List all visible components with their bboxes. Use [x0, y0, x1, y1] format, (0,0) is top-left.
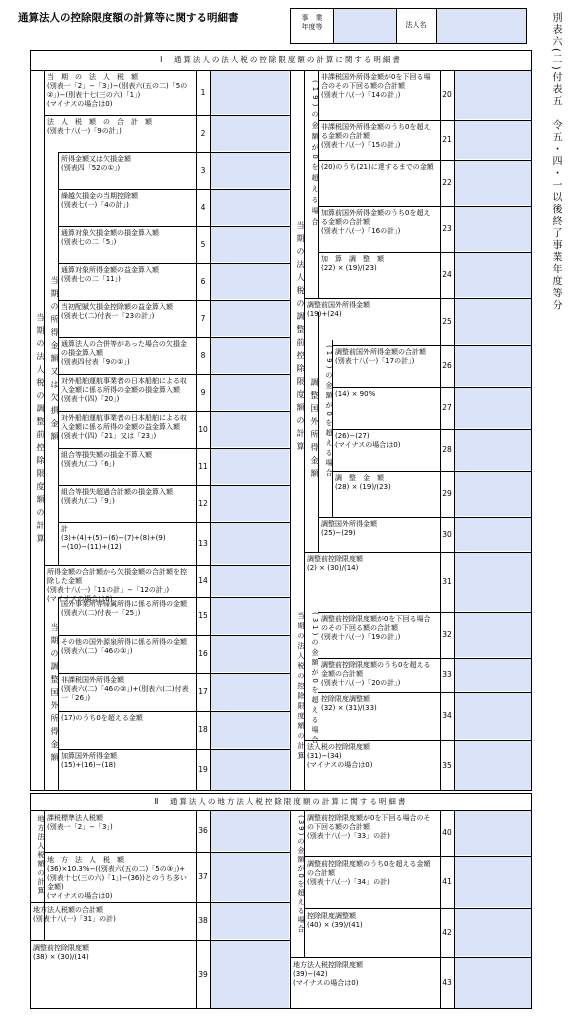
- row-number: 21: [442, 135, 452, 144]
- row-divider: [332, 345, 454, 346]
- row-number: 13: [198, 538, 208, 548]
- amount-field-8[interactable]: [211, 338, 289, 373]
- row-divider: [58, 485, 210, 486]
- row-number: 14: [198, 576, 208, 585]
- row-label: (14) × 90%: [335, 390, 376, 398]
- row-divider: [304, 908, 454, 909]
- amount-field-2[interactable]: [211, 116, 289, 151]
- row-number: 9: [200, 387, 206, 397]
- row-number: 1: [200, 87, 206, 97]
- row-divider: [58, 673, 210, 674]
- row-number: 8: [200, 350, 206, 360]
- right-group-sub2: 調整国外所得金額: [310, 378, 319, 482]
- row-label: 法 人 税 額 の 合 計 額 (別表十八(一)「9の計」): [47, 118, 152, 135]
- row-number: 20: [442, 90, 452, 99]
- row-number: 32: [442, 630, 452, 639]
- row-divider: [318, 160, 454, 161]
- right-group-sub3: (19)の金額が0を超える場合: [325, 345, 333, 479]
- row-label: 所得金額又は欠損金額 (別表四「52の①」): [61, 155, 131, 172]
- row-number: 26: [442, 361, 452, 370]
- row-label: 加 算 調 整 額 (22) × (19)/(23): [321, 255, 384, 272]
- row-divider: [58, 374, 210, 375]
- row-number: 3: [200, 165, 206, 175]
- row-label: 通算法人の合併等があった場合の欠損金の損金算入額 (別表四付表「9の①」): [61, 340, 187, 366]
- row-label: (17)のうち0を超える金額: [61, 714, 143, 722]
- row-label: 控除限度調整額 (40) × (39)/(41): [307, 912, 363, 929]
- row-divider: [58, 300, 210, 301]
- amount-field-32[interactable]: [455, 613, 531, 657]
- amount-field-9[interactable]: [211, 375, 289, 410]
- row-number: 36: [198, 826, 208, 835]
- amount-field-29[interactable]: [455, 472, 531, 516]
- row-label: 対外船舶運航事業者の日本船舶による収入金額に係る所得の金額の益金算入額 (別表十(四)「21」又は「23」): [61, 414, 187, 440]
- row-divider: [304, 856, 454, 857]
- side-label: 別表六(二)付表五 令五・四・一以後終了事業年度等分: [550, 12, 561, 312]
- row-label: その他の国外源泉所得に係る所得の金額 (別表六(二)「46の①」): [61, 638, 187, 655]
- row-number: 29: [442, 489, 452, 498]
- row-label: 調整前控除限度額のうち0を超える金額の合計額 (別表十八(一)「20の計」): [321, 661, 431, 687]
- corp-name-field[interactable]: [437, 9, 526, 43]
- amount-field-24[interactable]: [455, 253, 531, 297]
- amount-field-1[interactable]: [211, 71, 289, 114]
- amount-field-10[interactable]: [211, 412, 289, 447]
- row-divider: [332, 429, 454, 430]
- amount-field-13[interactable]: [211, 523, 289, 564]
- corp-label: 法人名: [405, 21, 427, 29]
- row-divider: [318, 120, 454, 121]
- amount-field-4[interactable]: [211, 190, 289, 225]
- row-number: 18: [198, 725, 208, 734]
- row-label: 所得金額の合計額から欠損金額の合計額を控除した金額 (別表十八(一)「11の計」−「12の計」) (マイナスの場合は0): [47, 568, 187, 603]
- row-label: 法人税の控除限度額 (31)−(34) (マイナスの場合は0): [307, 743, 373, 769]
- amount-field-43[interactable]: [455, 958, 531, 1008]
- row-number: 22: [442, 178, 452, 187]
- row-number: 39: [198, 969, 208, 979]
- row-label: 非課税国外所得金額 (別表六(二)「46の②」)+(別表六(二)付表一「26」): [61, 676, 189, 702]
- year-field[interactable]: [334, 9, 396, 43]
- row-label: 加算前国外所得金額のうち0を超える金額の合計額 (別表十八(一)「16の計」): [321, 209, 431, 235]
- amount-field-3[interactable]: [211, 153, 289, 188]
- row-label: (20)のうち(21)に達するまでの金額: [321, 163, 434, 171]
- row-number: 40: [442, 828, 452, 837]
- row-number: 5: [200, 239, 206, 249]
- row-label: 地 方 法 人 税 額 (36)×10.3%−((別表六(五の二)「5の③」)+(別表十七(三の六)「1」)−(36))とのうち多い金額) (マイナスの場合は0): [47, 856, 187, 900]
- row-label: 調整前控除限度額のうち0を超える金額の合計額 (別表十八(一)「34」の計): [307, 860, 431, 886]
- amount-field-39[interactable]: [211, 941, 289, 1008]
- row-number: 6: [200, 276, 206, 286]
- row-label: 組合等損失超過合計額の損金算入額 (別表九(二)「9」): [61, 488, 173, 505]
- row-label: 調整前控除限度額 (2) × (30)/(14): [307, 555, 363, 572]
- row-label: 繰越欠損金の当期控除額 (別表七(一)「4の計」): [61, 192, 138, 209]
- row-number: 28: [442, 445, 452, 454]
- row-label: 地方法人税額の合計額 (別表十八(一)「31」の計): [33, 906, 116, 923]
- amount-field-14[interactable]: [211, 566, 289, 596]
- row-number: 42: [442, 927, 452, 937]
- section2-right-group: (39)の金額が0を超える場合: [297, 815, 305, 934]
- row-number: 41: [442, 877, 452, 886]
- row-label: 当初配賦欠損金控除額の益金算入額 (別表七(二)付表一「23の計」): [61, 303, 173, 320]
- row-divider: [304, 552, 454, 553]
- row-divider: [58, 337, 210, 338]
- row-label: 課税標準法人税額 (別表一「2」−「3」): [47, 814, 113, 831]
- row-divider: [58, 522, 210, 523]
- row-number: 12: [198, 498, 208, 508]
- row-number: 23: [442, 224, 452, 233]
- row-divider: [58, 411, 210, 412]
- row-number: 7: [200, 313, 206, 323]
- amount-field-19[interactable]: [211, 750, 289, 790]
- row-divider: [58, 152, 210, 153]
- row-number: 30: [442, 529, 452, 539]
- row-divider: [318, 517, 454, 518]
- amount-field-6[interactable]: [211, 264, 289, 299]
- row-divider: [304, 298, 454, 299]
- amount-field-33[interactable]: [455, 659, 531, 691]
- row-number: 38: [198, 916, 208, 925]
- row-divider: [58, 597, 210, 598]
- row-divider: [290, 957, 454, 958]
- amount-field-25[interactable]: [455, 299, 531, 344]
- row-divider: [318, 206, 454, 207]
- amount-field-12[interactable]: [211, 486, 289, 521]
- row-divider: [44, 852, 210, 853]
- amount-field-28[interactable]: [455, 430, 531, 470]
- amount-field-23[interactable]: [455, 207, 531, 251]
- row-label: 非課税国外所得金額が0を下回る場合のその下回る額の合計額 (別表十八(一)「14の計」): [321, 73, 431, 99]
- amount-field-27[interactable]: [455, 388, 531, 428]
- row-divider: [58, 711, 210, 712]
- amount-field-17[interactable]: [211, 674, 289, 710]
- section1-title: Ⅰ 通算法人の法人税の控除限度額の計算に関する明細書: [160, 55, 402, 64]
- row-label: 地方法人税控除限度額 (39)−(42) (マイナスの場合は0): [293, 961, 363, 987]
- row-number: 10: [198, 424, 208, 434]
- right-group-main2: 当期の法人税の控除限度額の計算: [297, 612, 305, 762]
- row-divider: [318, 692, 454, 693]
- amount-field-34[interactable]: [455, 693, 531, 739]
- row-label: 加算国外所得金額 (15)+(16)−(18): [61, 752, 117, 769]
- row-divider: [58, 226, 210, 227]
- left-group-main: 当期の法人税の調整前控除限度額の計算: [36, 313, 45, 547]
- row-divider: [44, 115, 210, 116]
- row-label: 調整国外所得金額 (25)−(29): [321, 520, 377, 537]
- amount-field-5[interactable]: [211, 227, 289, 262]
- right-group-sub4: (31)の金額が0を超える場合: [311, 612, 319, 746]
- section2-left-group: 地方法人税額の計算: [37, 815, 45, 896]
- row-number: 25: [442, 316, 452, 326]
- row-label: 調整前国外所得金額 (19)+(24): [307, 301, 370, 318]
- row-divider: [58, 263, 210, 264]
- section2-title: Ⅱ 通算法人の地方法人税控除限度額の計算に関する明細書: [154, 797, 408, 806]
- row-divider: [318, 252, 454, 253]
- row-label: 非課税国外所得金額のうち0を超える金額の合計額 (別表十八(一)「15の計」): [321, 123, 431, 149]
- row-divider: [58, 448, 210, 449]
- page-title: 通算法人の控除限度額の計算等に関する明細書: [18, 12, 239, 24]
- left-group-sub1: 当期の所得金額又は欠損金額: [50, 275, 59, 445]
- right-group-main: 当期の法人税の調整前控除限度額の計算: [296, 220, 305, 455]
- amount-field-20[interactable]: [455, 71, 531, 119]
- amount-field-41[interactable]: [455, 857, 531, 907]
- row-number: 31: [442, 577, 452, 586]
- row-divider: [332, 471, 454, 472]
- row-label: 調整前控除限度額が0を下回る場合のその下回る額の合計額 (別表十八(一)「19の計」): [321, 615, 431, 641]
- row-number: 43: [442, 978, 452, 987]
- row-number: 16: [198, 649, 208, 658]
- row-number: 15: [198, 611, 208, 620]
- right-group-sub1: (19)の金額が0を超える場合: [311, 80, 319, 229]
- row-divider: [58, 635, 210, 636]
- row-divider: [58, 189, 210, 190]
- amount-field-7[interactable]: [211, 301, 289, 336]
- row-divider: [318, 658, 454, 659]
- row-divider: [44, 565, 210, 566]
- row-label: 当 期 の 法 人 税 額 (別表一「2」−「3」)−(別表六(五の二)「5の②」)−(別表十七(三の六)「1」) (マイナスの場合は0): [47, 73, 188, 108]
- row-number: 35: [442, 760, 452, 770]
- amount-field-22[interactable]: [455, 161, 531, 205]
- row-label: 国外事業所等帰属所得に係る所得の金額 (別表六(二)付表一「25」): [61, 600, 187, 617]
- amount-field-38[interactable]: [211, 903, 289, 939]
- row-label: 計 (3)+(4)+(5)−(6)−(7)+(8)+(9) −(10)−(11)+(12): [61, 525, 166, 551]
- amount-field-26[interactable]: [455, 346, 531, 386]
- amount-field-35[interactable]: [455, 741, 531, 790]
- amount-field-37[interactable]: [211, 853, 289, 901]
- row-label: 調整前控除限度額 (38) × (30)/(14): [33, 944, 89, 961]
- row-label: 通算対象所得金額の益金算入額 (別表七の二「11」): [61, 266, 159, 283]
- row-number: 19: [198, 765, 208, 774]
- row-label: 調整前国外所得金額の合計額 (別表十八(一)「17の計」): [335, 348, 426, 365]
- amount-field-36[interactable]: [211, 811, 289, 851]
- amount-field-16[interactable]: [211, 636, 289, 672]
- amount-field-40[interactable]: [455, 811, 531, 855]
- row-number: 17: [198, 687, 208, 696]
- amount-field-11[interactable]: [211, 449, 289, 484]
- amount-field-42[interactable]: [455, 909, 531, 956]
- left-group-sub2: 当期の調整国外所得金額: [50, 622, 59, 766]
- row-divider: [58, 749, 210, 750]
- row-number: 4: [200, 202, 206, 212]
- amount-field-31[interactable]: [455, 553, 531, 611]
- row-label: 調 整 金 額 (28) × (19)/(23): [335, 474, 391, 491]
- row-number: 2: [200, 128, 206, 138]
- row-divider: [318, 612, 454, 613]
- amount-field-18[interactable]: [211, 712, 289, 748]
- row-number: 11: [198, 461, 208, 471]
- year-label: 事 業 年度等: [301, 14, 323, 31]
- row-label: 組合等損失額の損金不算入額 (別表九(二)「6」): [61, 451, 152, 468]
- row-divider: [332, 387, 454, 388]
- amount-field-30[interactable]: [455, 518, 531, 551]
- row-label: 対外船舶運航事業者の日本船舶による収入金額に係る所得の金額の損金算入額 (別表十(四)「20」): [61, 377, 187, 403]
- row-label: (26)−(27) (マイナスの場合は0): [335, 432, 401, 449]
- row-number: 24: [442, 270, 452, 279]
- row-divider: [30, 902, 210, 903]
- row-divider: [30, 940, 210, 941]
- amount-field-21[interactable]: [455, 121, 531, 159]
- row-divider: [304, 740, 454, 741]
- row-number: 27: [442, 403, 452, 412]
- row-label: 控除限度調整額 (32) × (31)/(33): [321, 695, 377, 712]
- row-number: 33: [442, 670, 452, 679]
- amount-field-15[interactable]: [211, 598, 289, 634]
- row-label: 通算対象欠損金額の損金算入額 (別表七の二「5」): [61, 229, 159, 246]
- row-number: 34: [442, 711, 452, 720]
- row-number: 37: [198, 872, 208, 881]
- row-label: 調整前控除限度額が0を下回る場合のその下回る額の合計額 (別表十八(一)「33」の計): [307, 814, 431, 840]
